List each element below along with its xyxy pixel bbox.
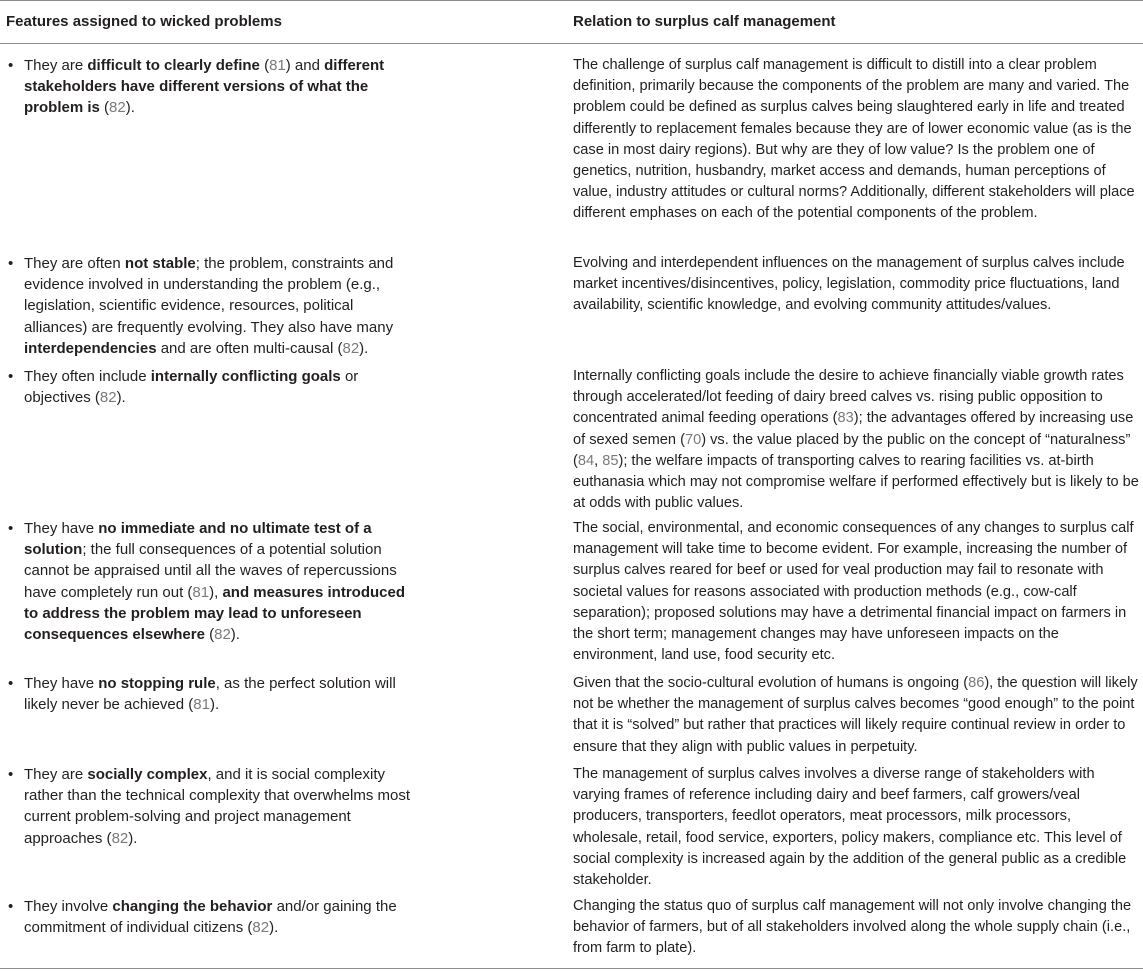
column-header-relation: Relation to surplus calf management [573,13,836,30]
feature-cell: They have no stopping rule, as the perfect solution will likely never be achieved (81). [24,675,396,714]
header-rule [0,43,1143,44]
column-header-features: Features assigned to wicked problems [6,13,282,30]
relation-cell: Given that the socio-cultural evolution of humans is ongoing (86), the question will likely not be whether the management of surplus calves becomes “good enough” to the point that it is “solved” but rather that practices will likely require continual review in order to ensure that they align with public values in perpetuity. [573,675,1138,755]
citation-ref: 70 [684,431,702,448]
citation-ref: 82 [99,389,117,407]
feature-cell: They often include internally conflicting goals or objectives (82). [24,368,359,407]
bottom-rule [0,968,1143,969]
citation-ref: 84 [577,452,595,469]
citation-ref: 85 [602,452,619,469]
top-rule [0,0,1143,1]
feature-cell: They are difficult to clearly define (81) and different stakeholders have different versions of what the problem is (82). [24,57,385,117]
relation-cell: Evolving and interdependent influences on the management of surplus calves include market incentives/disincentives, policy, legislation, commodity price fluctuations, land availability, scientific knowledge, and evolving community attitudes/values. [573,255,1125,314]
citation-ref: 86 [968,675,985,691]
citation-ref: 82 [111,829,129,847]
citation-ref: 82 [109,99,126,117]
relation-cell: The management of surplus calves involves a diverse range of stakeholders with varying frames of reference including dairy and beef farmers, calf growers/veal producers, transporters, feedlot operators, meat processors, milk processors, wholesale, retail, food service, exporters, policy makers, compliance etc. This level of social complexity is increased again by the addition of the general public as a credible stakeholder. [573,766,1127,889]
relation-cell: The challenge of surplus calf management is difficult to distill into a clear problem definition, primarily because the components of the problem are many and varied. The problem could be defined as surplus calves being slaughtered early in life and treated differently to replacement females because they are of lower economic value (as is the case in most dairy regions). But why are they of low value? Is the problem one of genetics, nutrition, husbandry, market access and demands, human perceptions of value, industry attitudes or cultural norms? Additionally, different stakeholders will place different emphases on each of the potential components of the problem. [573,57,1135,222]
feature-cell: They are socially complex, and it is social complexity rather than the technical complexity that overwhelms most current problem-solving and project management approaches (82). [24,766,411,847]
citation-ref: 81 [269,57,286,74]
relation-cell: Changing the status quo of surplus calf management will not only involve changing the behavior of farmers, but of all stakeholders involved along the whole supply chain (i.e., from farm to plate). [573,898,1132,957]
citation-ref: 82 [252,919,270,937]
citation-ref: 82 [214,626,231,644]
feature-cell: They are often not stable; the problem, constraints and evidence involved in understanding the problem (e.g., legislation, scientific evidence, resources, political alliances) are frequently evolving. They also have many interdependencies and are often multi-causal (82). [24,255,394,357]
feature-cell: They involve changing the behavior and/or gaining the commitment of individual citizens (82). [24,898,397,937]
citation-ref: 82 [342,339,360,357]
citation-ref: 81 [192,583,210,601]
citation-ref: 83 [837,410,854,427]
feature-cell: They have no immediate and no ultimate test of a solution; the full consequences of a potential solution cannot be appraised until all the waves of repercussions have completely run out (81), and measures introduced to address the problem may lead to unforeseen consequences elsewhere (82). [24,520,406,644]
relation-cell: The social, environmental, and economic consequences of any changes to surplus calf management will take time to become evident. For example, increasing the number of surplus calves reared for beef or used for veal production may fail to resonate with societal values for reasons associated with production methods (e.g., cow-calf separation); proposed solutions may have a detrimental financial impact on farmers in the short term; management changes may have unforeseen impacts on the environment, land use, food security etc. [573,520,1134,664]
relation-cell: Internally conflicting goals include the desire to achieve financially viable growth rates through accelerated/lot feeding of dairy breed calves vs. rising public opposition to concentrated animal feeding operations (83); the advantages offered by increasing use of sexed semen (70) vs. the value placed by the public on the concept of “naturalness” (84, 85); the welfare impacts of transporting calves to rearing facilities vs. at-birth euthanasia which may not compromise welfare if performed effectively but is likely to be at odds with public values. [573,368,1139,512]
citation-ref: 81 [193,696,210,714]
